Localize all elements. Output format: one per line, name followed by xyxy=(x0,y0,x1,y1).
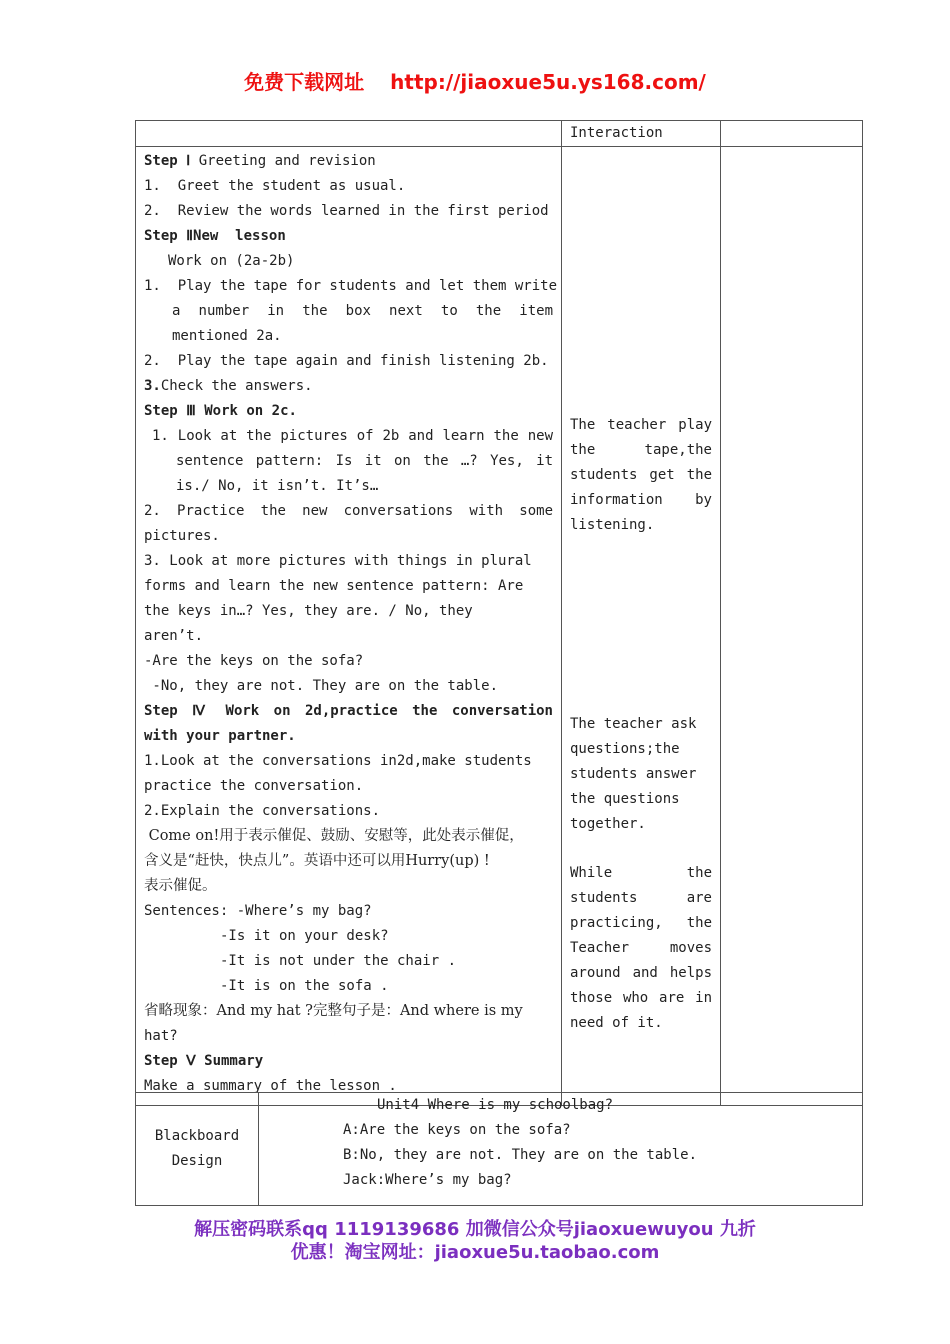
step4-line3c: 表示催促。 xyxy=(144,878,217,894)
step5-line1: Make a summary of the lesson . xyxy=(144,1078,397,1094)
interaction3-line-f: those who are in xyxy=(570,990,712,1006)
notes-cell xyxy=(721,147,863,1106)
step3-line1b: sentence pattern: Is it on the …? Yes, it xyxy=(176,453,553,469)
blackboard-line1: Unit4 Where is my schoolbag? xyxy=(377,1097,614,1113)
interaction1-line-c: students get the xyxy=(570,467,712,483)
step1-title: Step Ⅰ xyxy=(144,153,191,169)
step3-line1a: 1. Look at the pictures of 2b and learn the new xyxy=(152,428,553,444)
step3-line3d: aren’t. xyxy=(144,628,204,644)
step3-line3c: the keys in…? Yes, they are. / No, they xyxy=(144,603,473,619)
interaction2-line-a: The teacher ask xyxy=(570,716,697,732)
interaction2-line-d: the questions xyxy=(570,791,680,807)
step3-title: Step Ⅲ Work on 2c. xyxy=(144,403,297,419)
interaction1-line-a: The teacher play xyxy=(570,417,712,433)
header-cell-notes xyxy=(721,121,863,147)
step3-line3a: 3. Look at more pictures with things in plural xyxy=(144,553,532,569)
interaction3-line-c: practicing, the xyxy=(570,915,712,931)
step3-line2b: pictures. xyxy=(144,528,220,544)
interaction2-line-b: questions;the xyxy=(570,741,680,757)
lesson-plan-table xyxy=(135,120,863,1106)
blackboard-design-table xyxy=(135,1092,863,1206)
step2-title: Step ⅡNew lesson xyxy=(144,228,286,244)
step3-line1c: is./ No, it isn’t. It’s… xyxy=(176,478,379,494)
step2-line2b: a number in the box next to the item xyxy=(172,303,553,319)
header-url-link[interactable]: http://jiaoxue5u.ys168.com/ xyxy=(390,70,706,94)
step5-title: Step Ⅴ Summary xyxy=(144,1053,264,1069)
interaction3-line-e: around and helps xyxy=(570,965,712,981)
blackboard-line3: B:No, they are not. They are on the table. xyxy=(343,1147,698,1163)
step4-line8a: 省略现象：And my hat ?完整句子是：And where is my xyxy=(144,1003,523,1019)
step2-line2a: 1. Play the tape for students and let them write xyxy=(144,278,558,294)
interaction3-line-d: Teacher moves xyxy=(570,940,712,956)
footer-line1: 解压密码联系qq 1119139686 加微信公众号jiaoxuewuyou 九折 xyxy=(194,1219,756,1240)
blackboard-line4: Jack:Where’s my bag? xyxy=(343,1172,512,1188)
step3-line3b: forms and learn the new sentence pattern: Are xyxy=(144,578,524,594)
table-header-row xyxy=(136,121,863,147)
step4-line3a: Come on!用于表示催促、鼓励、安慰等，此处表示催促， xyxy=(144,828,524,844)
step3-line2a: 2. Practice the new conversations with some xyxy=(144,503,553,519)
interaction3-line-b: students are xyxy=(570,890,712,906)
header-cell-interaction: Interaction xyxy=(562,121,721,147)
blackboard-label-b: Design xyxy=(171,1153,223,1169)
blackboard-label-a: Blackboard xyxy=(154,1128,240,1144)
blackboard-label-cell xyxy=(136,1093,259,1206)
blackboard-row xyxy=(136,1093,863,1206)
step1-line2: 2. Review the words learned in the first period xyxy=(144,203,549,219)
step1-line1: 1. Greet the student as usual. xyxy=(144,178,406,194)
step3-line4: -Are the keys on the sofa? xyxy=(144,653,364,669)
table-body-row xyxy=(136,147,863,1106)
interaction2-line-e: together. xyxy=(570,816,646,832)
step2-line1: Work on (2a-2b) xyxy=(168,253,295,269)
step2-line4-num: 3. xyxy=(144,378,161,394)
footer-line2: 优惠！淘宝网址：jiaoxue5u.taobao.com xyxy=(290,1242,660,1263)
interaction2-line-c: students answer xyxy=(570,766,697,782)
step4-line1a: 1.Look at the conversations in2d,make students xyxy=(144,753,532,769)
step4-title-b: with your partner. xyxy=(144,728,296,744)
blackboard-line2: A:Are the keys on the sofa? xyxy=(343,1122,571,1138)
step1-title-rest: Greeting and revision xyxy=(190,153,376,169)
blackboard-content-cell xyxy=(259,1093,863,1206)
procedure-cell xyxy=(136,147,562,1106)
interaction1-line-d: information by xyxy=(570,492,712,508)
step2-line3: 2. Play the tape again and finish listening 2b. xyxy=(144,353,549,369)
header-banner xyxy=(0,66,950,95)
step3-line5: -No, they are not. They are on the table. xyxy=(144,678,499,694)
footer-banner xyxy=(0,1218,950,1264)
step4-line6: -It is not under the chair . xyxy=(220,953,457,969)
step4-line1b: practice the conversation. xyxy=(144,778,364,794)
step4-line2: 2.Explain the conversations. xyxy=(144,803,381,819)
header-cell-procedure xyxy=(136,121,562,147)
step2-line2c: mentioned 2a. xyxy=(172,328,282,344)
step4-line8b: hat? xyxy=(144,1028,178,1044)
step4-line4: Sentences: -Where’s my bag? xyxy=(144,903,372,919)
interaction-cell xyxy=(562,147,721,1106)
interaction3-line-a: While the xyxy=(570,865,712,881)
step4-title-a: Step Ⅳ Work on 2d,practice the conversation xyxy=(144,703,553,719)
step4-line5: -Is it on your desk? xyxy=(220,928,389,944)
step4-line7: -It is on the sofa . xyxy=(220,978,389,994)
interaction1-line-b: the tape,the xyxy=(570,442,712,458)
step4-line3b: 含义是“赶快，快点儿”。英语中还可以用Hurry(up) ! xyxy=(144,853,490,869)
interaction3-line-g: need of it. xyxy=(570,1015,663,1031)
interaction1-line-e: listening. xyxy=(570,517,655,533)
step2-line4-text: Check the answers. xyxy=(160,378,313,394)
header-label: 免费下载网址 xyxy=(244,70,365,94)
